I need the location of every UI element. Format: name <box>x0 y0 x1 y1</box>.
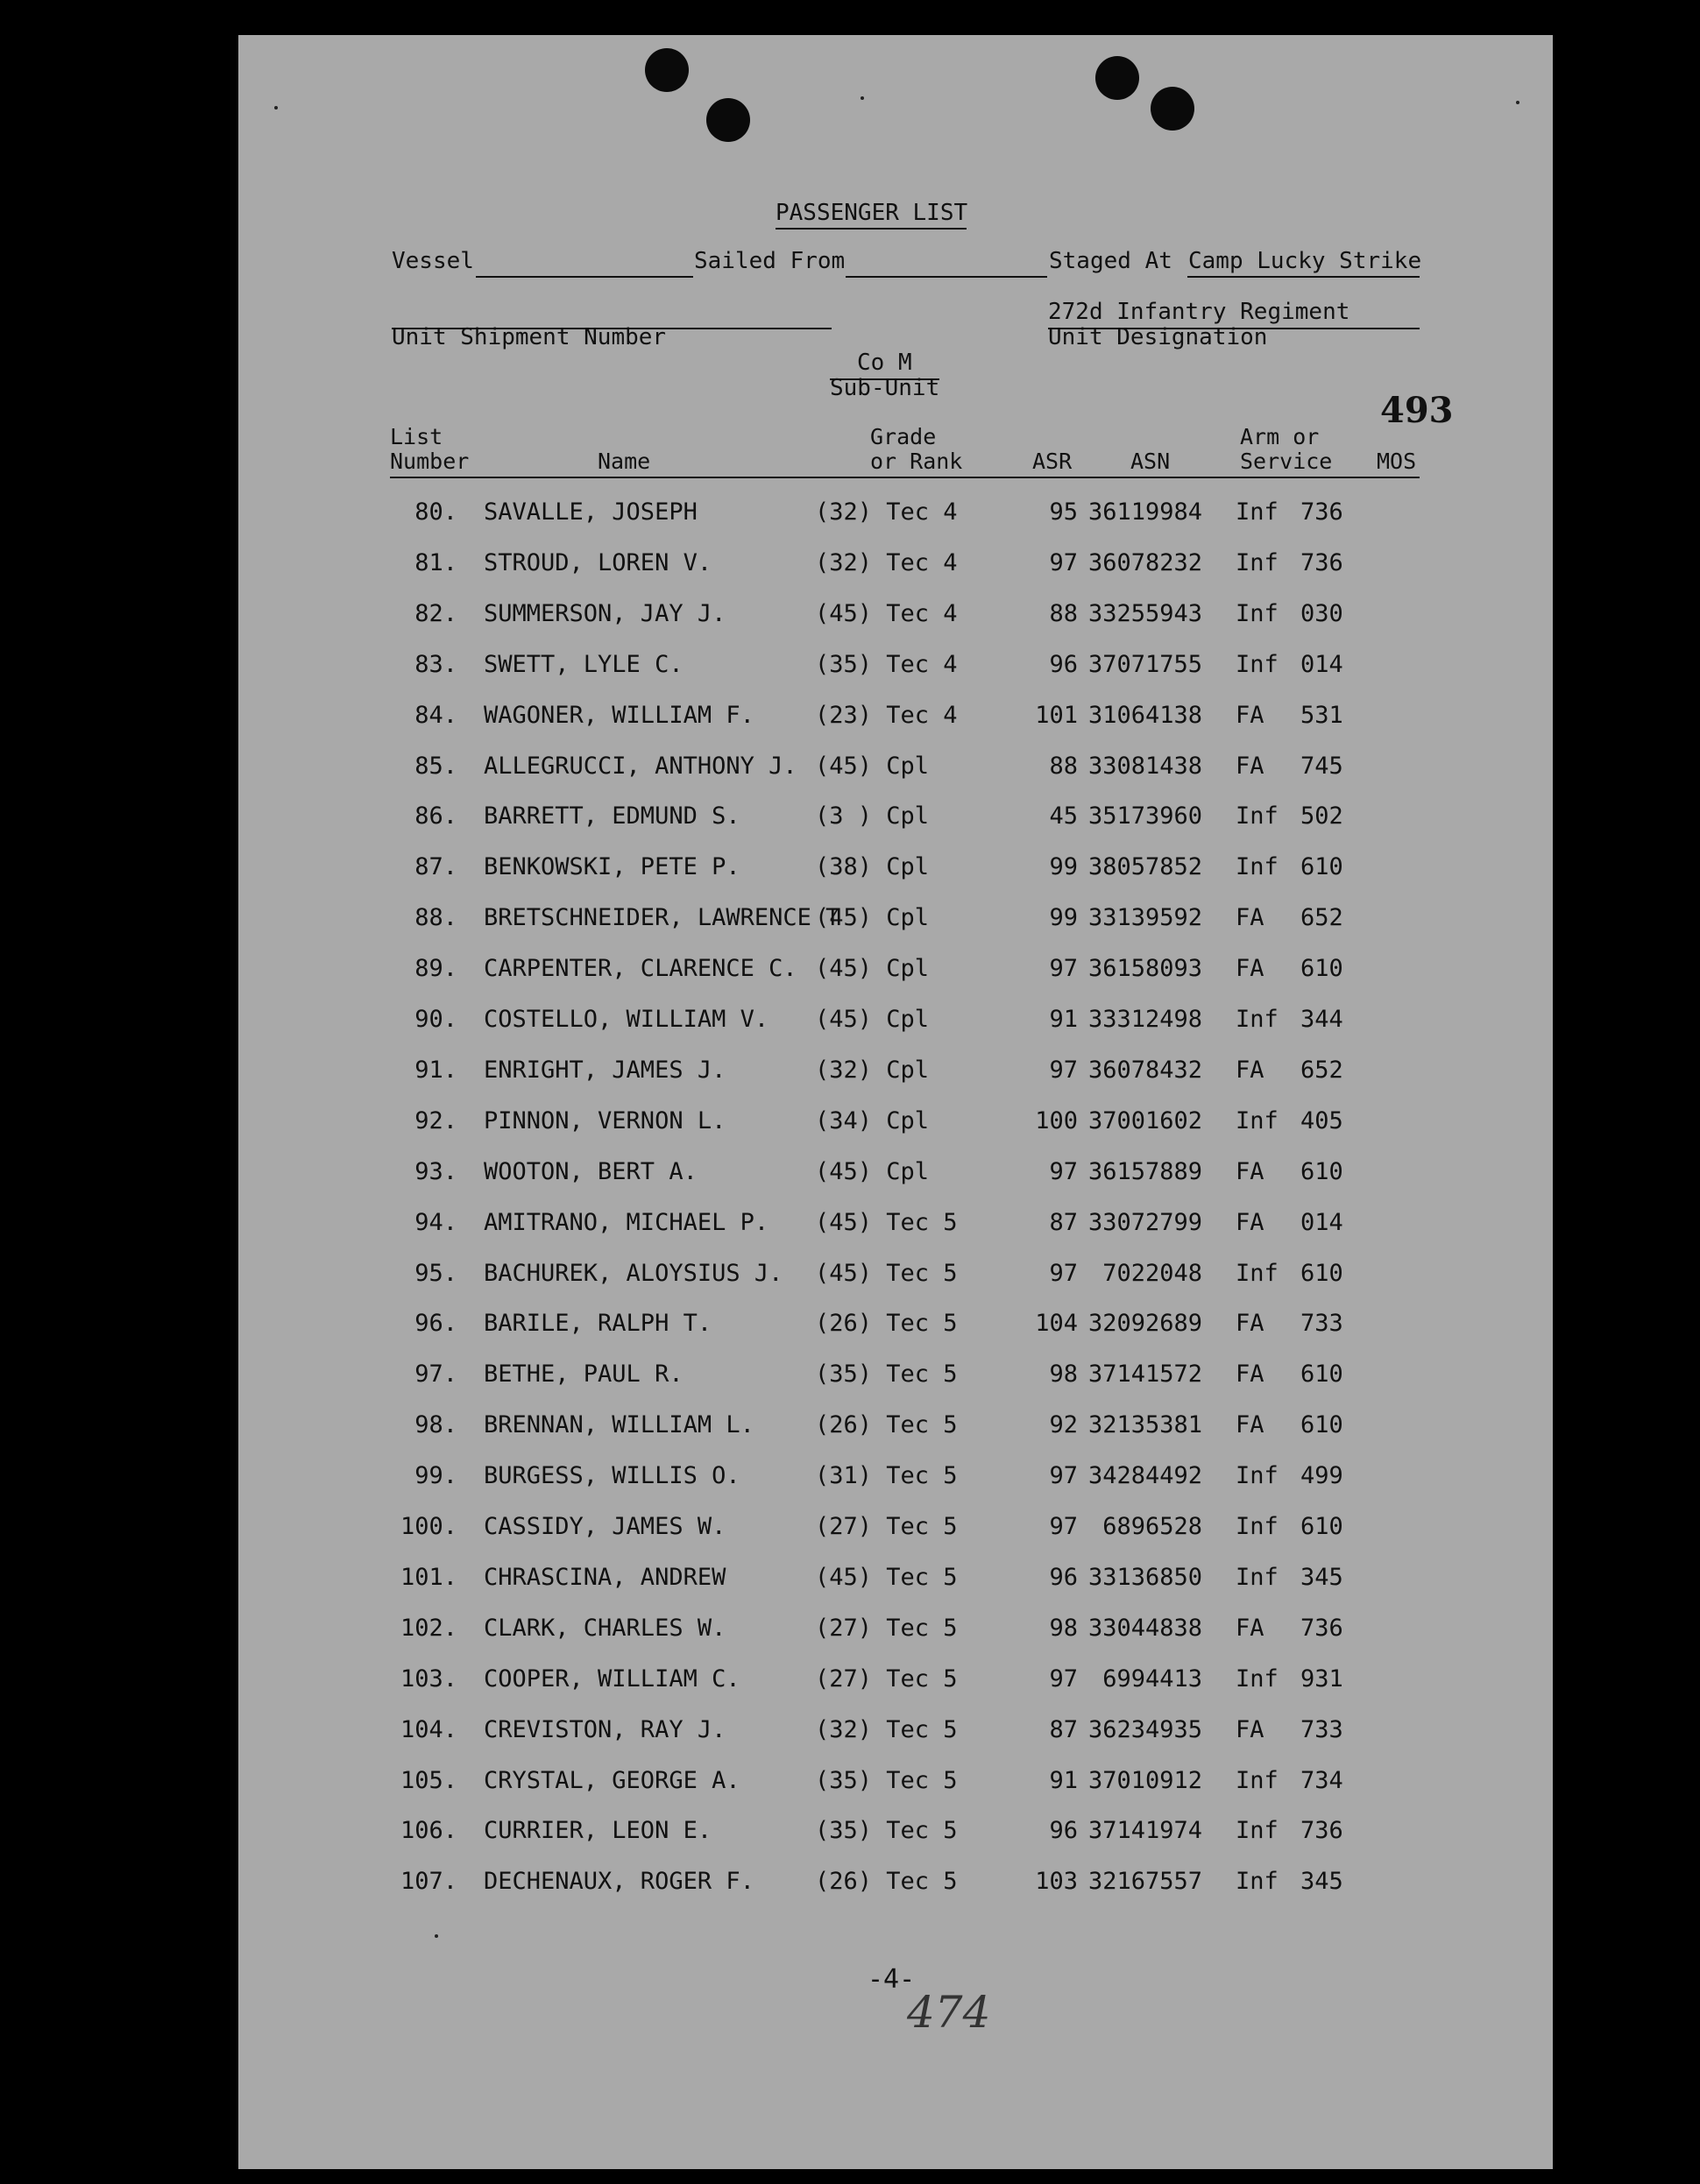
mos-code: 736 <box>1300 1615 1343 1642</box>
mos-code: 931 <box>1300 1665 1343 1693</box>
table-row <box>0 1766 1700 1798</box>
list-number: 91. <box>414 1057 457 1084</box>
army-serial-number: 6896528 <box>1102 1513 1202 1540</box>
document-title: PASSENGER LIST <box>776 200 968 226</box>
vessel-line <box>476 276 693 278</box>
army-serial-number: 32135381 <box>1087 1411 1202 1438</box>
arm-service: FA <box>1236 1411 1264 1438</box>
table-row <box>0 903 1700 935</box>
sailed-from-label: Sailed From <box>694 248 846 274</box>
list-number: 87. <box>414 853 457 880</box>
passenger-name: WAGONER, WILLIAM F. <box>484 702 754 729</box>
passenger-name: CURRIER, LEON E. <box>484 1817 712 1844</box>
grade-rank: (45) Cpl <box>815 1006 930 1033</box>
grade-rank: (45) Tec 5 <box>815 1260 958 1287</box>
arm-service: Inf <box>1236 600 1279 627</box>
army-serial-number: 37071755 <box>1087 651 1202 678</box>
arm-service: FA <box>1236 904 1264 931</box>
arm-service: FA <box>1236 1057 1264 1084</box>
col-arm-label: Service <box>1240 449 1333 474</box>
list-number: 85. <box>414 753 457 780</box>
unit-designation-value: 272d Infantry Regiment <box>1048 299 1350 325</box>
asr-score: 97 <box>1049 955 1078 982</box>
table-row <box>0 802 1700 833</box>
asr-score: 97 <box>1049 1462 1078 1489</box>
arm-service: Inf <box>1236 1513 1279 1540</box>
army-serial-number: 35173960 <box>1087 802 1202 830</box>
table-row <box>0 1106 1700 1138</box>
asr-score: 88 <box>1049 753 1078 780</box>
asr-score: 103 <box>1035 1868 1078 1895</box>
arm-service: FA <box>1236 1716 1264 1743</box>
grade-rank: (32) Tec 4 <box>815 498 958 526</box>
arm-service: FA <box>1236 753 1264 780</box>
passenger-name: BARRETT, EDMUND S. <box>484 802 740 830</box>
list-number: 89. <box>414 955 457 982</box>
list-number: 104. <box>400 1716 457 1743</box>
col-list-number-label: Number <box>390 449 470 474</box>
asr-score: 97 <box>1049 1158 1078 1185</box>
army-serial-number: 37010912 <box>1087 1767 1202 1794</box>
mos-code: 652 <box>1300 904 1343 931</box>
passenger-name: AMITRANO, MICHAEL P. <box>484 1209 769 1236</box>
list-number: 92. <box>414 1107 457 1134</box>
asr-score: 100 <box>1035 1107 1078 1134</box>
mos-code: 733 <box>1300 1716 1343 1743</box>
list-number: 83. <box>414 651 457 678</box>
arm-service: FA <box>1236 702 1264 729</box>
army-serial-number: 33139592 <box>1087 904 1202 931</box>
grade-rank: (27) Tec 5 <box>815 1615 958 1642</box>
arm-service: FA <box>1236 955 1264 982</box>
grade-rank: (45) Tec 5 <box>815 1564 958 1591</box>
asr-score: 104 <box>1035 1310 1078 1337</box>
passenger-name: CASSIDY, JAMES W. <box>484 1513 726 1540</box>
mos-code: 733 <box>1300 1310 1343 1337</box>
arm-service: FA <box>1236 1209 1264 1236</box>
army-serial-number: 37141974 <box>1087 1817 1202 1844</box>
asr-score: 97 <box>1049 1057 1078 1084</box>
col-list-number-label: List <box>390 424 443 449</box>
speck <box>435 1934 438 1938</box>
table-row <box>0 1816 1700 1848</box>
grade-rank: (26) Tec 5 <box>815 1310 958 1337</box>
passenger-name: CARPENTER, CLARENCE C. <box>484 955 797 982</box>
grade-rank: (27) Tec 5 <box>815 1513 958 1540</box>
speck <box>274 106 278 110</box>
mos-code: 030 <box>1300 600 1343 627</box>
table-row <box>0 1715 1700 1747</box>
passenger-name: BETHE, PAUL R. <box>484 1361 684 1388</box>
arm-service: Inf <box>1236 1868 1279 1895</box>
list-number: 102. <box>400 1615 457 1642</box>
table-row <box>0 752 1700 783</box>
arm-service: Inf <box>1236 651 1279 678</box>
mos-code: 014 <box>1300 651 1343 678</box>
arm-service: Inf <box>1236 1260 1279 1287</box>
grade-rank: (45) Cpl <box>815 904 930 931</box>
asr-score: 97 <box>1049 1260 1078 1287</box>
asr-score: 98 <box>1049 1361 1078 1388</box>
grade-rank: (23) Tec 4 <box>815 702 958 729</box>
punch-hole <box>706 98 750 142</box>
mos-code: 610 <box>1300 1513 1343 1540</box>
page-marker: -4- <box>868 1964 916 1995</box>
arm-service: Inf <box>1236 1564 1279 1591</box>
grade-rank: (45) Cpl <box>815 753 930 780</box>
passenger-name: CREVISTON, RAY J. <box>484 1716 726 1743</box>
list-number: 84. <box>414 702 457 729</box>
mos-code: 610 <box>1300 955 1343 982</box>
passenger-name: BRENNAN, WILLIAM L. <box>484 1411 754 1438</box>
passenger-name: STROUD, LOREN V. <box>484 549 712 576</box>
army-serial-number: 37141572 <box>1087 1361 1202 1388</box>
mos-code: 610 <box>1300 1411 1343 1438</box>
punch-hole <box>645 48 689 92</box>
mos-code: 610 <box>1300 1361 1343 1388</box>
asr-score: 45 <box>1049 802 1078 830</box>
arm-service: Inf <box>1236 549 1279 576</box>
asr-score: 99 <box>1049 853 1078 880</box>
passenger-name: CRYSTAL, GEORGE A. <box>484 1767 740 1794</box>
grade-rank: (26) Tec 5 <box>815 1411 958 1438</box>
passenger-name: BRETSCHNEIDER, LAWRENCE T <box>484 904 840 931</box>
list-number: 105. <box>400 1767 457 1794</box>
list-number: 90. <box>414 1006 457 1033</box>
passenger-name: SAVALLE, JOSEPH <box>484 498 698 526</box>
mos-code: 734 <box>1300 1767 1343 1794</box>
sub-unit-value: Co M <box>857 350 912 376</box>
mos-code: 531 <box>1300 702 1343 729</box>
army-serial-number: 36078432 <box>1087 1057 1202 1084</box>
list-number: 86. <box>414 802 457 830</box>
mos-code: 014 <box>1300 1209 1343 1236</box>
mos-code: 652 <box>1300 1057 1343 1084</box>
mos-code: 344 <box>1300 1006 1343 1033</box>
list-number: 107. <box>400 1868 457 1895</box>
table-row <box>0 1563 1700 1594</box>
table-row <box>0 1410 1700 1442</box>
mos-code: 745 <box>1300 753 1343 780</box>
staged-at-label: Staged At <box>1049 248 1172 274</box>
arm-service: Inf <box>1236 1462 1279 1489</box>
army-serial-number: 37001602 <box>1087 1107 1202 1134</box>
table-row <box>0 1867 1700 1898</box>
asr-score: 88 <box>1049 600 1078 627</box>
army-serial-number: 6994413 <box>1102 1665 1202 1693</box>
mos-code: 736 <box>1300 1817 1343 1844</box>
army-serial-number: 33136850 <box>1087 1564 1202 1591</box>
table-row <box>0 1461 1700 1493</box>
table-row <box>0 599 1700 631</box>
col-grade-label: Grade <box>870 424 937 449</box>
unit-shipment-number-label: Unit Shipment Number <box>392 324 667 350</box>
army-serial-number: 33072799 <box>1087 1209 1202 1236</box>
list-number: 101. <box>400 1564 457 1591</box>
list-number: 82. <box>414 600 457 627</box>
list-number: 95. <box>414 1260 457 1287</box>
unit-designation-label: Unit Designation <box>1048 324 1268 350</box>
asr-score: 99 <box>1049 904 1078 931</box>
army-serial-number: 32167557 <box>1087 1868 1202 1895</box>
asr-score: 101 <box>1035 702 1078 729</box>
table-row <box>0 650 1700 682</box>
asr-score: 91 <box>1049 1767 1078 1794</box>
arm-service: FA <box>1236 1158 1264 1185</box>
table-row <box>0 1309 1700 1340</box>
col-name-label: Name <box>598 449 651 474</box>
asr-score: 96 <box>1049 1564 1078 1591</box>
asr-score: 87 <box>1049 1716 1078 1743</box>
header-rule <box>390 477 1420 478</box>
asr-score: 98 <box>1049 1615 1078 1642</box>
grade-rank: (32) Tec 4 <box>815 549 958 576</box>
mos-code: 736 <box>1300 498 1343 526</box>
army-serial-number: 36157889 <box>1087 1158 1202 1185</box>
punch-hole <box>1151 87 1194 131</box>
asr-score: 91 <box>1049 1006 1078 1033</box>
asr-score: 97 <box>1049 549 1078 576</box>
mos-code: 610 <box>1300 853 1343 880</box>
passenger-name: BARILE, RALPH T. <box>484 1310 712 1337</box>
passenger-name: ENRIGHT, JAMES J. <box>484 1057 726 1084</box>
arm-service: FA <box>1236 1361 1264 1388</box>
army-serial-number: 32092689 <box>1087 1310 1202 1337</box>
grade-rank: (31) Tec 5 <box>815 1462 958 1489</box>
asr-score: 97 <box>1049 1513 1078 1540</box>
army-serial-number: 33312498 <box>1087 1006 1202 1033</box>
vessel-label: Vessel <box>392 248 474 274</box>
arm-service: Inf <box>1236 1665 1279 1693</box>
table-row <box>0 1665 1700 1696</box>
army-serial-number: 33255943 <box>1087 600 1202 627</box>
col-grade-label: or Rank <box>870 449 963 474</box>
handwritten-number: 474 <box>907 1987 991 2038</box>
mos-code: 345 <box>1300 1868 1343 1895</box>
list-number: 88. <box>414 904 457 931</box>
table-row <box>0 954 1700 986</box>
list-number: 94. <box>414 1209 457 1236</box>
passenger-name: BENKOWSKI, PETE P. <box>484 853 740 880</box>
grade-rank: (45) Tec 4 <box>815 600 958 627</box>
list-number: 103. <box>400 1665 457 1693</box>
arm-service: Inf <box>1236 1107 1279 1134</box>
mos-code: 502 <box>1300 802 1343 830</box>
mos-code: 345 <box>1300 1564 1343 1591</box>
asr-score: 96 <box>1049 1817 1078 1844</box>
table-row <box>0 1512 1700 1544</box>
passenger-name: CHRASCINA, ANDREW <box>484 1564 726 1591</box>
passenger-name: BURGESS, WILLIS O. <box>484 1462 740 1489</box>
asr-score: 95 <box>1049 498 1078 526</box>
title-underline <box>776 228 967 230</box>
mos-code: 736 <box>1300 549 1343 576</box>
mos-code: 610 <box>1300 1158 1343 1185</box>
table-row <box>0 1208 1700 1240</box>
arm-service: FA <box>1236 1310 1264 1337</box>
speck <box>1516 101 1519 104</box>
table-row <box>0 1005 1700 1036</box>
grade-rank: (45) Cpl <box>815 1158 930 1185</box>
table-row <box>0 1056 1700 1087</box>
list-number: 93. <box>414 1158 457 1185</box>
army-serial-number: 36119984 <box>1087 498 1202 526</box>
list-number: 81. <box>414 549 457 576</box>
staged-at-line <box>1187 276 1420 278</box>
grade-rank: (45) Cpl <box>815 955 930 982</box>
arm-service: Inf <box>1236 498 1279 526</box>
list-number: 80. <box>414 498 457 526</box>
table-row <box>0 548 1700 580</box>
asr-score: 87 <box>1049 1209 1078 1236</box>
grade-rank: (35) Tec 5 <box>815 1767 958 1794</box>
passenger-name: BACHUREK, ALOYSIUS J. <box>484 1260 783 1287</box>
grade-rank: (32) Tec 5 <box>815 1716 958 1743</box>
passenger-name: SWETT, LYLE C. <box>484 651 684 678</box>
passenger-name: COSTELLO, WILLIAM V. <box>484 1006 769 1033</box>
arm-service: Inf <box>1236 853 1279 880</box>
grade-rank: (35) Tec 4 <box>815 651 958 678</box>
army-serial-number: 38057852 <box>1087 853 1202 880</box>
army-serial-number: 7022048 <box>1102 1260 1202 1287</box>
passenger-name: ALLEGRUCCI, ANTHONY J. <box>484 753 797 780</box>
col-asr-label: ASR <box>1032 449 1073 474</box>
col-asn-label: ASN <box>1130 449 1171 474</box>
col-mos-label: MOS <box>1377 449 1417 474</box>
army-serial-number: 36158093 <box>1087 955 1202 982</box>
punch-hole <box>1095 56 1139 100</box>
grade-rank: (38) Cpl <box>815 853 930 880</box>
arm-service: Inf <box>1236 1767 1279 1794</box>
passenger-name: SUMMERSON, JAY J. <box>484 600 726 627</box>
grade-rank: (45) Tec 5 <box>815 1209 958 1236</box>
table-row <box>0 852 1700 884</box>
grade-rank: (35) Tec 5 <box>815 1361 958 1388</box>
arm-service: Inf <box>1236 1006 1279 1033</box>
table-row <box>0 1157 1700 1189</box>
table-row <box>0 1360 1700 1391</box>
table-row <box>0 701 1700 732</box>
asr-score: 96 <box>1049 651 1078 678</box>
passenger-name: DECHENAUX, ROGER F. <box>484 1868 754 1895</box>
arm-service: Inf <box>1236 802 1279 830</box>
page-number-stamp: 493 <box>1380 390 1454 431</box>
sub-unit-label: Sub-Unit <box>830 375 940 401</box>
list-number: 106. <box>400 1817 457 1844</box>
passenger-name: CLARK, CHARLES W. <box>484 1615 726 1642</box>
army-serial-number: 34284492 <box>1087 1462 1202 1489</box>
list-number: 98. <box>414 1411 457 1438</box>
staged-at-value: Camp Lucky Strike <box>1188 248 1422 274</box>
mos-code: 405 <box>1300 1107 1343 1134</box>
grade-rank: (26) Tec 5 <box>815 1868 958 1895</box>
grade-rank: (3 ) Cpl <box>815 802 930 830</box>
asr-score: 97 <box>1049 1665 1078 1693</box>
asr-score: 92 <box>1049 1411 1078 1438</box>
table-row <box>0 1259 1700 1290</box>
speck <box>861 96 864 100</box>
army-serial-number: 31064138 <box>1087 702 1202 729</box>
army-serial-number: 36234935 <box>1087 1716 1202 1743</box>
sailed-from-line <box>846 276 1047 278</box>
arm-service: FA <box>1236 1615 1264 1642</box>
list-number: 100. <box>400 1513 457 1540</box>
list-number: 97. <box>414 1361 457 1388</box>
grade-rank: (35) Tec 5 <box>815 1817 958 1844</box>
list-number: 96. <box>414 1310 457 1337</box>
passenger-name: COOPER, WILLIAM C. <box>484 1665 740 1693</box>
mos-code: 610 <box>1300 1260 1343 1287</box>
list-number: 99. <box>414 1462 457 1489</box>
grade-rank: (27) Tec 5 <box>815 1665 958 1693</box>
passenger-name: WOOTON, BERT A. <box>484 1158 698 1185</box>
grade-rank: (34) Cpl <box>815 1107 930 1134</box>
mos-code: 499 <box>1300 1462 1343 1489</box>
army-serial-number: 33044838 <box>1087 1615 1202 1642</box>
army-serial-number: 33081438 <box>1087 753 1202 780</box>
arm-service: Inf <box>1236 1817 1279 1844</box>
grade-rank: (32) Cpl <box>815 1057 930 1084</box>
passenger-name: PINNON, VERNON L. <box>484 1107 726 1134</box>
table-row <box>0 498 1700 529</box>
col-arm-label: Arm or <box>1240 424 1320 449</box>
table-row <box>0 1614 1700 1645</box>
army-serial-number: 36078232 <box>1087 549 1202 576</box>
